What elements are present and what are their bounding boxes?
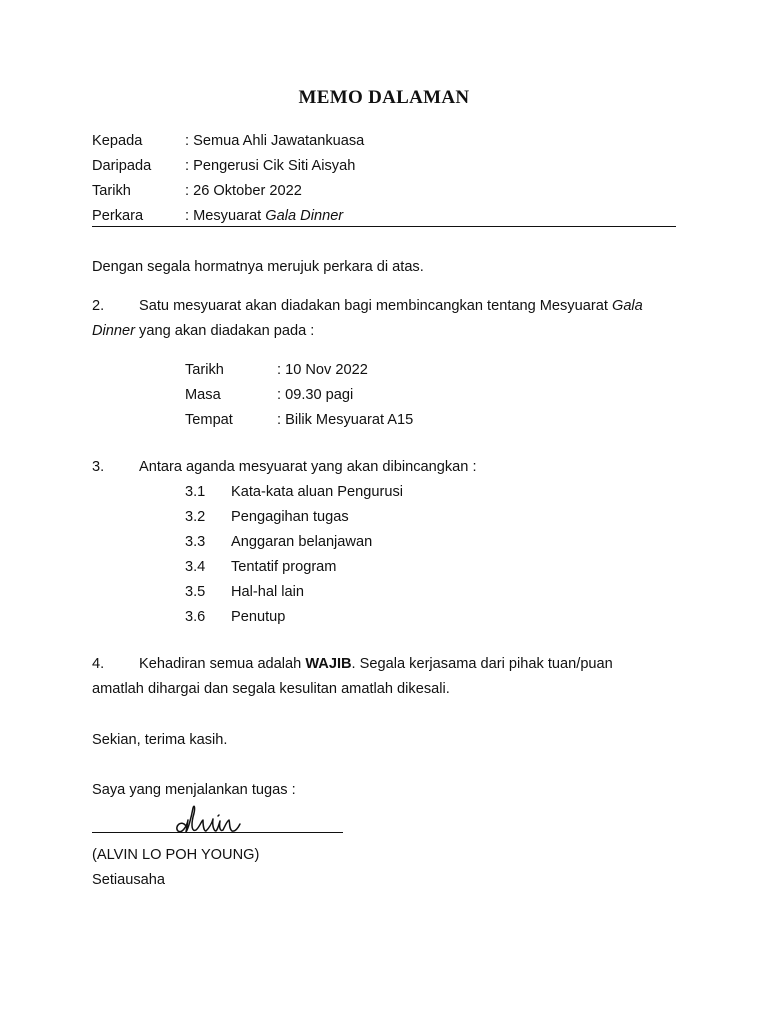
agenda-text: Anggaran belanjawan (231, 534, 373, 550)
header-label: Tarikh (92, 183, 131, 199)
opening-line: Dengan segala hormatnya merujuk perkara di atas. (92, 259, 424, 275)
detail-value: : 09.30 pagi (277, 387, 354, 403)
header-label: Daripada (92, 158, 152, 174)
closing-line: Sekian, terima kasih. (92, 732, 228, 748)
memo-title: MEMO DALAMAN (298, 87, 470, 108)
agenda-number: 3.6 (185, 609, 206, 625)
para2-number: 2. (92, 298, 105, 314)
header-value: : Semua Ahli Jawatankuasa (185, 133, 365, 149)
header-value: : 26 Oktober 2022 (185, 183, 302, 199)
detail-label: Tempat (185, 412, 233, 428)
header-label: Kepada (92, 133, 143, 149)
para2-continuation: Dinner yang akan diadakan pada : (92, 323, 315, 339)
duty-line: Saya yang menjalankan tugas : (92, 782, 296, 798)
detail-value: : 10 Nov 2022 (277, 362, 368, 378)
para4-number: 4. (92, 656, 105, 672)
header-value: : Pengerusi Cik Siti Aisyah (185, 158, 356, 174)
header-label: Perkara (92, 208, 144, 224)
para3-text: Antara aganda mesyuarat yang akan dibincangkan : (139, 459, 477, 475)
header-divider (92, 226, 676, 227)
agenda-text: Hal-hal lain (231, 584, 305, 600)
agenda-text: Tentatif program (231, 559, 337, 575)
agenda-text: Penutup (231, 609, 286, 625)
agenda-number: 3.2 (185, 509, 206, 525)
signatory-position: Setiausaha (92, 872, 166, 888)
para4-continuation: amatlah dihargai dan segala kesulitan amatlah dikesali. (92, 681, 450, 697)
agenda-number: 3.1 (185, 484, 206, 500)
para3-number: 3. (92, 459, 105, 475)
para4-text: Kehadiran semua adalah WAJIB. Segala kerjasama dari pihak tuan/puan (139, 656, 613, 672)
detail-label: Tarikh (185, 362, 224, 378)
agenda-number: 3.3 (185, 534, 206, 550)
signature-line (92, 832, 343, 833)
agenda-text: Kata-kata aluan Pengurusi (231, 484, 403, 500)
agenda-number: 3.5 (185, 584, 206, 600)
detail-label: Masa (185, 387, 221, 403)
para2-text: Satu mesyuarat akan diadakan bagi membincangkan tentang Mesyuarat Gala (139, 298, 643, 314)
agenda-text: Pengagihan tugas (231, 509, 349, 525)
agenda-number: 3.4 (185, 559, 206, 575)
header-value: : Mesyuarat Gala Dinner (185, 208, 344, 224)
detail-value: : Bilik Mesyuarat A15 (277, 412, 414, 428)
signatory-name: (ALVIN LO POH YOUNG) (92, 847, 260, 863)
